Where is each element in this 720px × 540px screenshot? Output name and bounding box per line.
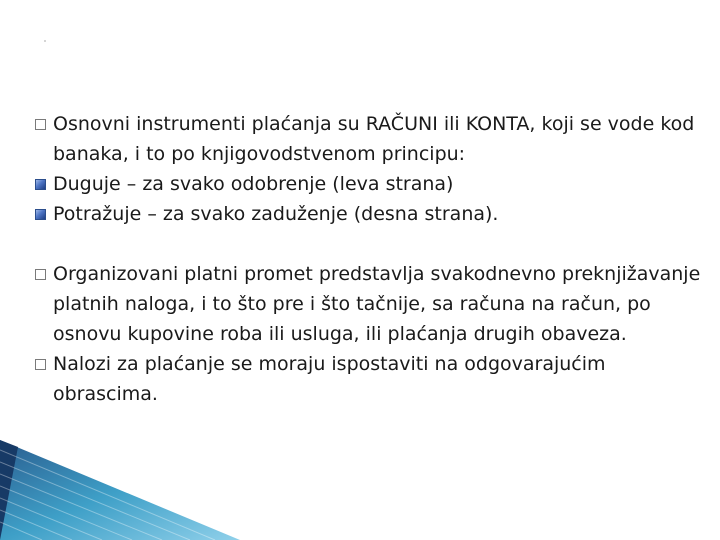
bullet-item-duguje bbox=[35, 169, 705, 199]
bullet-text: Organizovani platni promet predstavlja svakodnevno preknjižavanje platnih naloga, i to što pre i što tačnije, sa računa na račun, po osnovu kupovine roba ili usluga, ili plaćanja drugih obaveza. bbox=[53, 263, 701, 345]
corner-decoration bbox=[0, 440, 240, 540]
bullet-text: Duguje – za svako odobrenje (leva strana) bbox=[53, 173, 454, 195]
bullet-item-potrazuje bbox=[35, 199, 705, 229]
corner-dot bbox=[44, 40, 46, 42]
bullet-item-payment-instruments bbox=[35, 109, 705, 169]
square-filled-icon bbox=[35, 209, 46, 220]
paragraph-spacer bbox=[35, 229, 705, 259]
square-filled-icon bbox=[35, 179, 46, 190]
bullet-text: Nalozi za plaćanje se moraju ispostaviti na odgovarajućim obrascima. bbox=[53, 353, 606, 405]
bullet-text: Potražuje – za svako zaduženje (desna strana). bbox=[53, 203, 499, 225]
square-outline-icon bbox=[35, 119, 46, 130]
square-outline-icon bbox=[35, 269, 46, 280]
slide-body bbox=[35, 109, 705, 409]
bullet-item-organized-payments bbox=[35, 259, 705, 349]
bullet-item-payment-orders bbox=[35, 349, 705, 409]
bullet-text: Osnovni instrumenti plaćanja su RAČUNI ili KONTA, koji se vode kod banaka, i to po knjigovodstvenom principu: bbox=[53, 113, 695, 165]
square-outline-icon bbox=[35, 359, 46, 370]
